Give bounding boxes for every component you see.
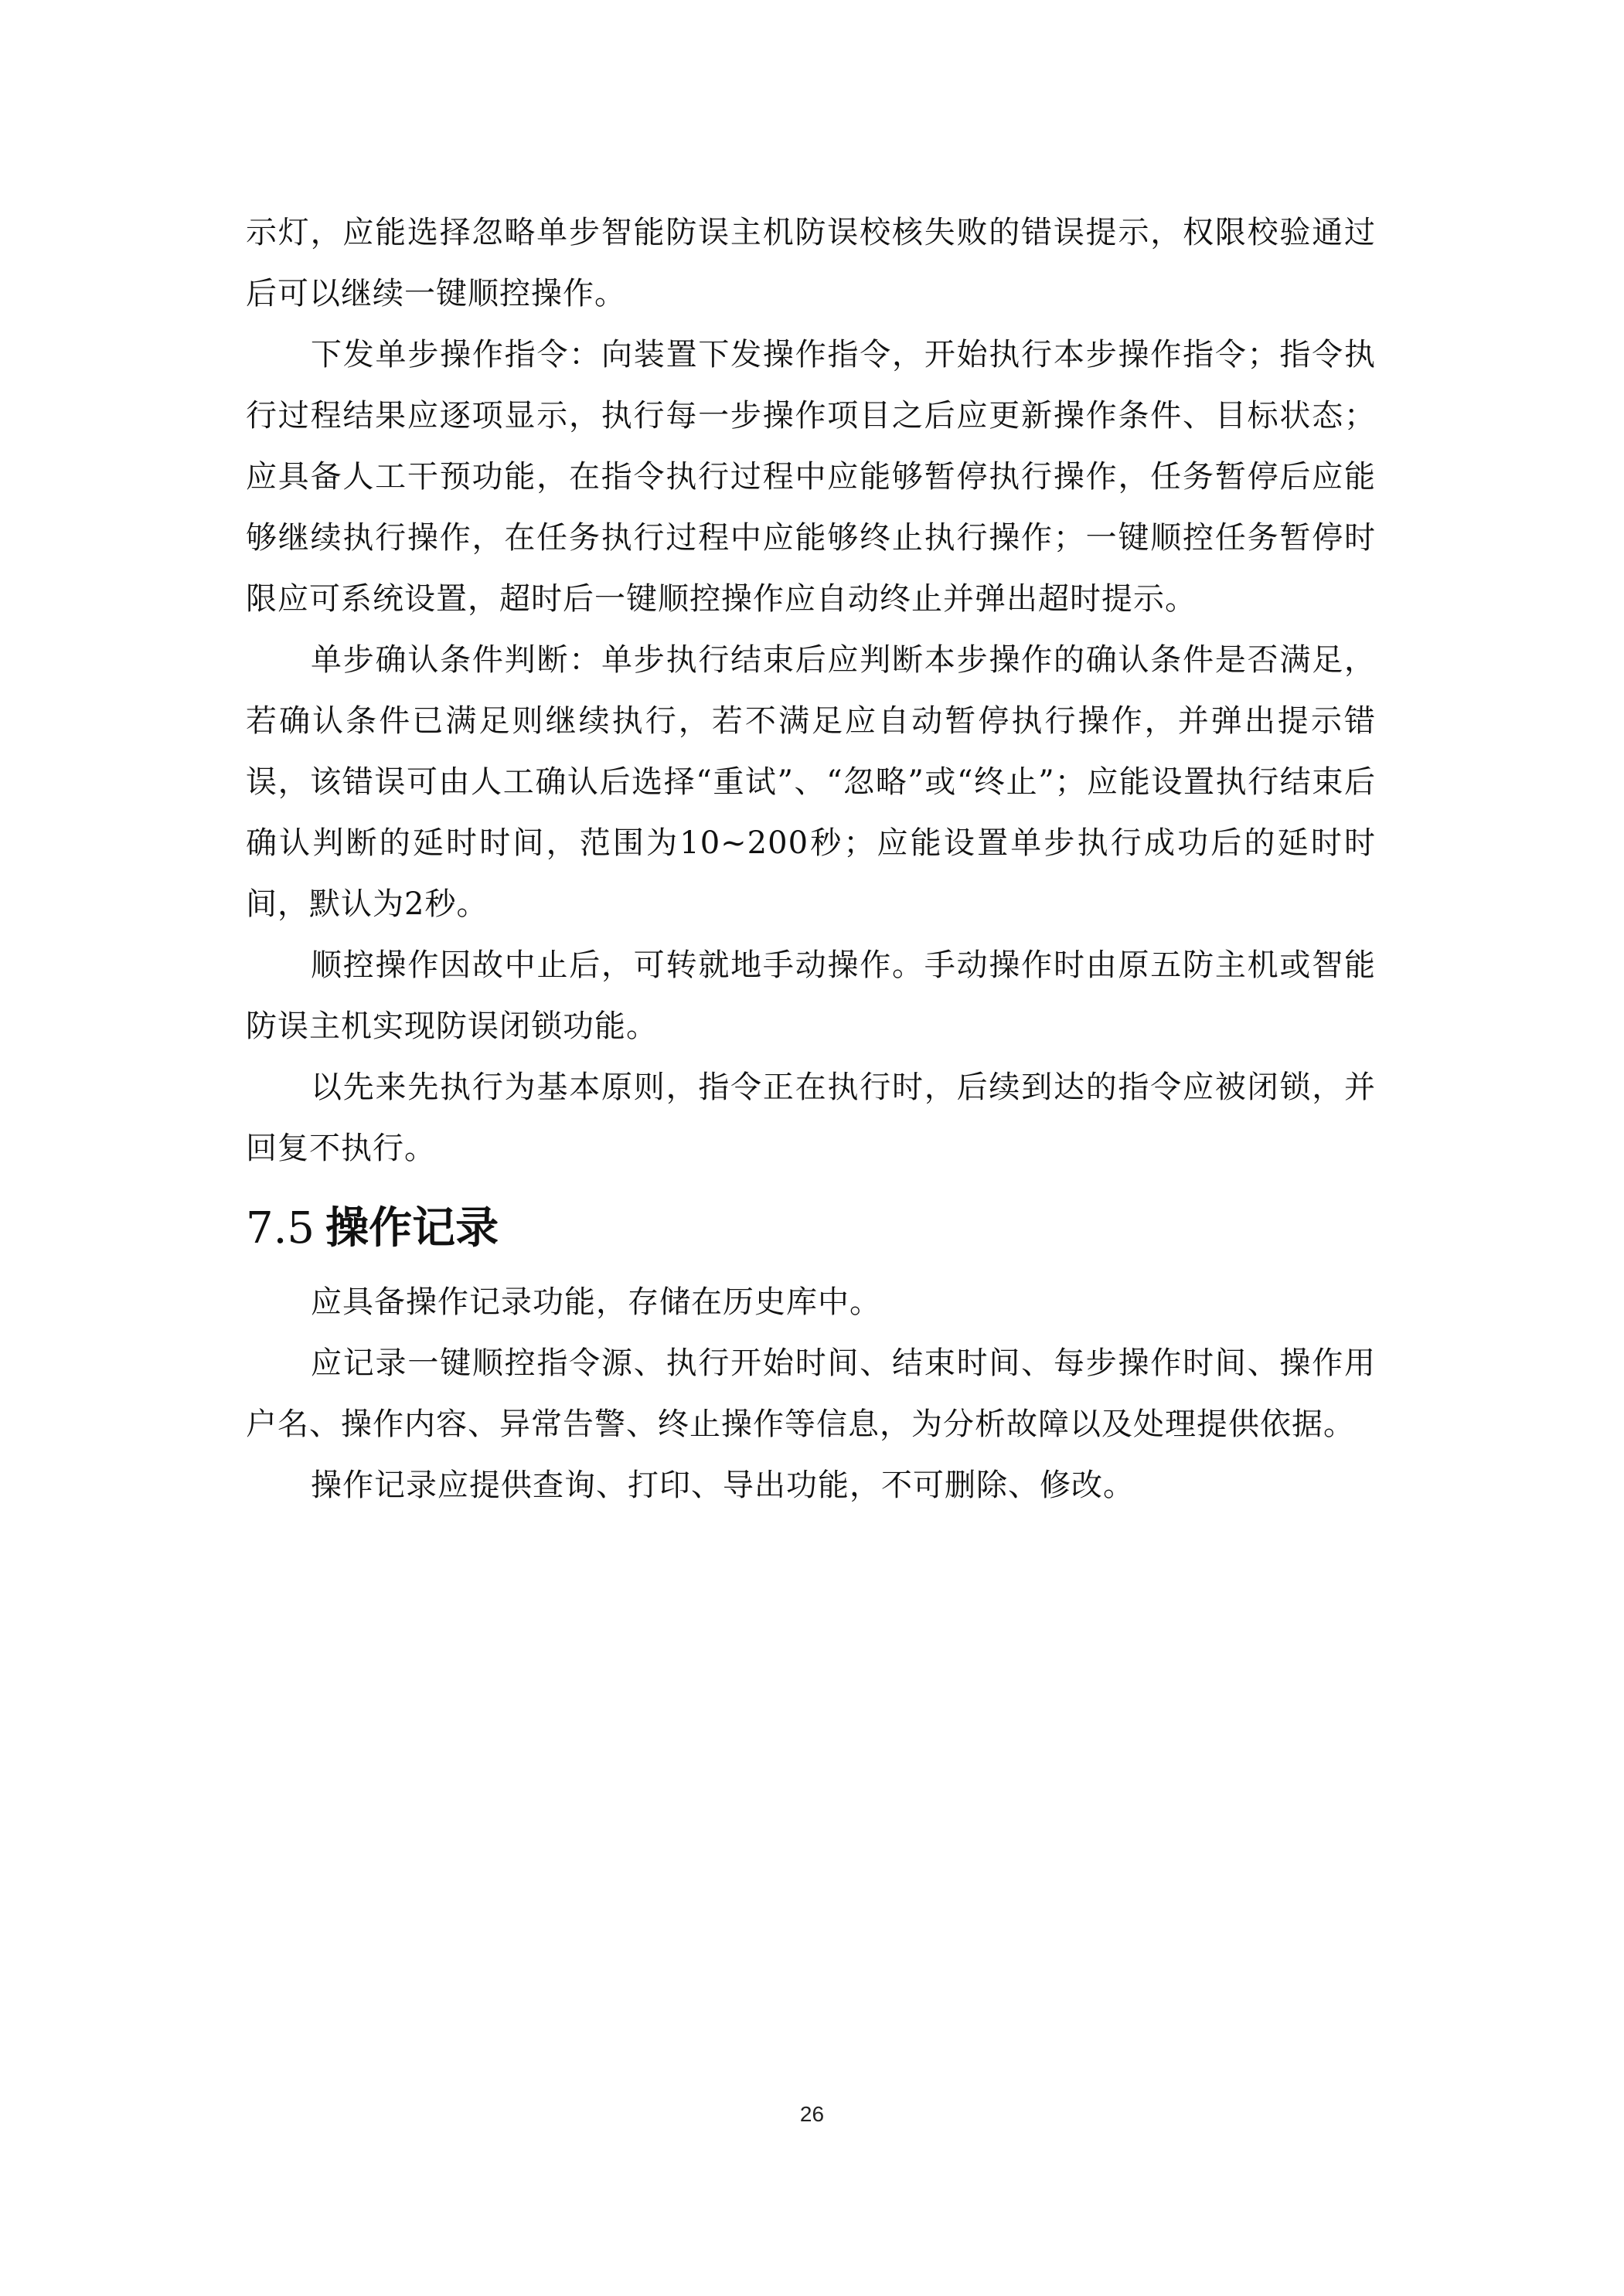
page-content <box>246 202 1376 1516</box>
paragraph: 下发单步操作指令：向装置下发操作指令，开始执行本步操作指令；指令执行过程结果应逐项显示，执行每一步操作项目之后应更新操作条件、目标状态；应具备人工干预功能，在指令执行过程中应能够暂停执行操作，任务暂停后应能够继续执行操作，在任务执行过程中应能够终止执行操作；一键顺控任务暂停时限应可系统设置，超时后一键顺控操作应自动终止并弹出超时提示。 <box>246 337 1376 617</box>
section-number: 7.5 <box>246 1203 315 1253</box>
section-title: 操作记录 <box>325 1203 499 1253</box>
paragraph: 示灯，应能选择忽略单步智能防误主机防误校核失败的错误提示，权限校验通过后可以继续一键顺控操作。 <box>246 215 1376 311</box>
paragraph: 应记录一键顺控指令源、执行开始时间、结束时间、每步操作时间、操作用户名、操作内容、异常告警、终止操作等信息，为分析故障以及处理提供依据。 <box>246 1345 1376 1442</box>
paragraph: 应具备操作记录功能，存储在历史库中。 <box>311 1284 881 1320</box>
paragraph: 单步确认条件判断：单步执行结束后应判断本步操作的确认条件是否满足，若确认条件已满足则继续执行，若不满足应自动暂停执行操作，并弹出提示错误，该错误可由人工确认后选择“重试”、“忽略”或“终止”；应能设置执行结束后确认判断的延时时间，范围为10~200秒；应能设置单步执行成功后的延时时间，默认为2秒。 <box>246 642 1376 922</box>
section-heading <box>246 1193 1376 1264</box>
page-number: 26 <box>799 2102 825 2126</box>
paragraph: 操作记录应提供查询、打印、导出功能，不可删除、修改。 <box>311 1468 1135 1503</box>
paragraph: 顺控操作因故中止后，可转就地手动操作。手动操作时由原五防主机或智能防误主机实现防误闭锁功能。 <box>246 947 1376 1044</box>
paragraph: 以先来先执行为基本原则，指令正在执行时，后续到达的指令应被闭锁，并回复不执行。 <box>246 1070 1376 1166</box>
